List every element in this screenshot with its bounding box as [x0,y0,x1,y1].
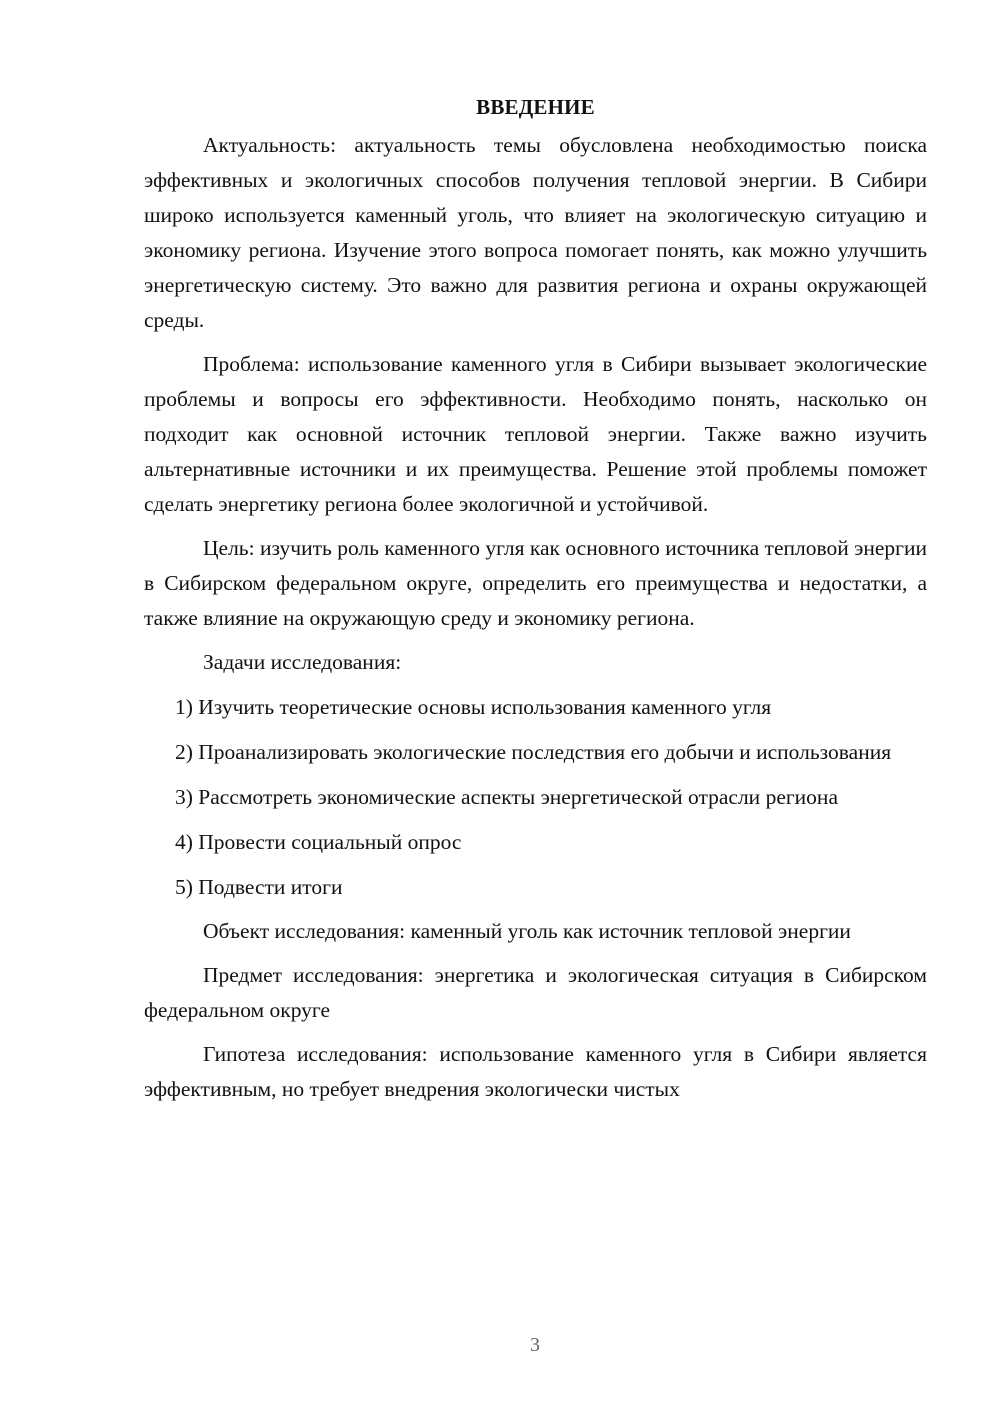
task-item: 2) Проанализировать экологические последствия его добычи и использования [175,740,892,764]
section-title: ВВЕДЕНИЕ [476,95,595,119]
hypothesis-paragraph: Гипотеза исследования: использование каменного угля в Сибири является эффективным, но требует внедрения экологически чистых [144,1042,927,1101]
relevance-paragraph: Актуальность: актуальность темы обусловлена необходимостью поиска эффективных и экологичных способов получения тепловой энергии. В Сибири широко используется каменный уголь, что влияет на экологическую ситуацию и экономику региона. Изучение этого вопроса помогает понять, как можно улучшить энергетическую систему. Это важно для развития региона и охраны окружающей среды. [144,133,927,332]
page-content [144,92,927,1107]
task-item: 5) Подвести итоги [175,875,343,899]
page-number: 3 [530,1334,540,1356]
subject-paragraph: Предмет исследования: энергетика и экологическая ситуация в Сибирском федеральном округе [144,963,927,1022]
task-item: 4) Провести социальный опрос [175,830,462,854]
goal-paragraph: Цель: изучить роль каменного угля как основного источника тепловой энергии в Сибирском федеральном округе, определить его преимущества и недостатки, а также влияние на окружающую среду и экономику региона. [144,536,927,630]
tasks-heading: Задачи исследования: [203,650,402,674]
problem-paragraph: Проблема: использование каменного угля в Сибири вызывает экологические проблемы и вопросы его эффективности. Необходимо понять, насколько он подходит как основной источник тепловой энергии. Также важно изучить альтернативные источники и их преимущества. Решение этой проблемы поможет сделать энергетику региона более экологичной и устойчивой. [144,352,927,516]
task-item: 3) Рассмотреть экономические аспекты энергетической отрасли региона [175,785,838,809]
task-item: 1) Изучить теоретические основы использования каменного угля [175,695,772,719]
object-paragraph: Объект исследования: каменный уголь как источник тепловой энергии [203,919,851,943]
